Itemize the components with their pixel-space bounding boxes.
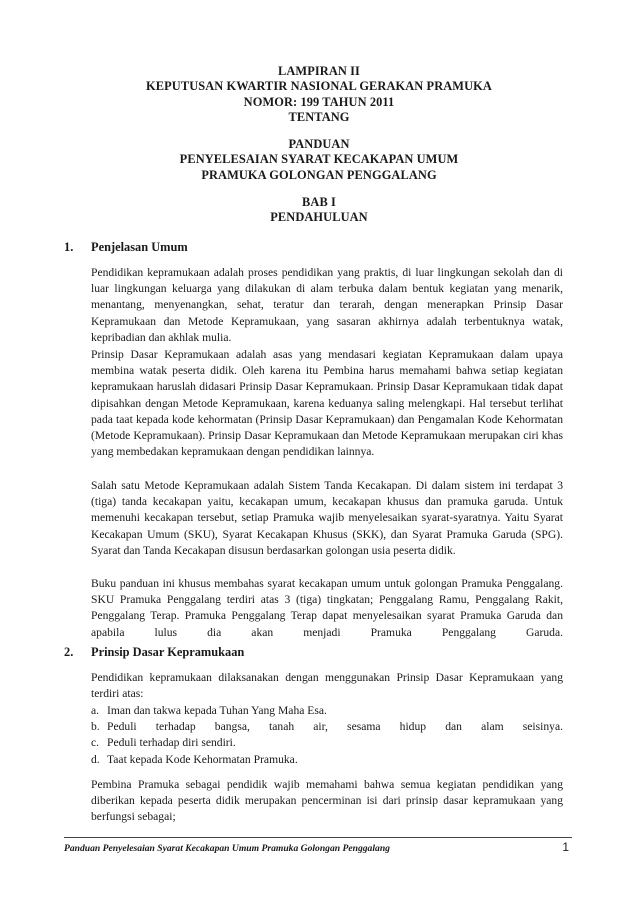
guide-title xyxy=(0,137,638,183)
decree-about: TENTANG xyxy=(288,110,350,125)
decree-number: NOMOR: 199 TAHUN 2011 xyxy=(243,94,395,109)
appendix-label: LAMPIRAN II xyxy=(278,64,360,78)
section-2-number: 2. xyxy=(64,645,74,659)
section-1-heading xyxy=(64,240,188,255)
appendix-header xyxy=(0,64,638,126)
section-1-paragraph-3: Salah satu Metode Kepramukaan adalah Sistem Tanda Kecakapan. Di dalam sistem ini terdapat 3 (tiga) tanda kecakapan yaitu, kecakapan umum, kecakapan khusus dan pramuka garuda. Untuk memenuhi kecakapan tersebut, setiap Pramuka wajib menyelesaikan syarat-syaratnya. Yaitu Syarat Kecakapan Umum (SKU), Syarat Kecakapan Khusus (SKK), dan Syarat Pramuka Garuda (SPG). Syarat dan Tanda Kecakapan disusun berdasarkan golongan usia peserta didik. xyxy=(91,479,563,557)
guide-title-line-3: PRAMUKA GOLONGAN PENGGALANG xyxy=(201,167,437,182)
list-item-text: Taat kepada Kode Kehormatan Pramuka. xyxy=(107,752,298,766)
list-item-label: b. xyxy=(91,720,100,734)
page-number: 1 xyxy=(562,840,569,854)
guide-title-line-1: PANDUAN xyxy=(288,137,350,151)
list-item xyxy=(91,703,563,719)
list-item xyxy=(91,735,563,751)
chapter-heading xyxy=(0,195,638,226)
list-item-label: a. xyxy=(91,704,100,717)
section-2-title: Prinsip Dasar Kepramukaan xyxy=(91,645,245,659)
principles-list xyxy=(91,703,563,768)
chapter-number: BAB I xyxy=(302,195,336,209)
section-1-title: Penjelasan Umum xyxy=(91,240,188,254)
section-1-paragraph-1: Pendidikan kepramukaan adalah proses pendidikan yang praktis, di luar lingkungan sekolah dan di luar lingkungan keluarga yang dilakukan di alam terbuka dalam bentuk kegiatan yang menarik, menantang, menyenangkan, sehat, teratur dan terarah, dengan menerapkan Prinsip Dasar Kepramukaan dan Metode Kepramukaan, yang sasaran akhirnya adalah terbentuknya watak, kepribadian dan akhlak mulia. xyxy=(91,266,563,344)
section-1-paragraph-4: Buku panduan ini khusus membahas syarat kecakapan umum untuk golongan Pramuka Penggalang. SKU Pramuka Penggalang terdiri atas 3 (tiga) tingkatan; Penggalang Ramu, Penggalang Rakit, Penggalang Terap. Pramuka Penggalang Terap dapat menyelesaikan syarat Pramuka Garuda dan apabila lulus dia akan menjadi Pramuka Penggalang Garuda. xyxy=(91,577,563,639)
list-item-text: Peduli terhadap diri sendiri. xyxy=(107,736,236,750)
section-2-heading xyxy=(64,645,244,660)
running-footer: Panduan Penyelesaian Syarat Kecakapan Umum Pramuka Golongan Penggalang xyxy=(64,843,390,854)
list-item-text: Iman dan takwa kepada Tuhan Yang Maha Esa. xyxy=(107,704,327,717)
decree-title: KEPUTUSAN KWARTIR NASIONAL GERAKAN PRAMUKA xyxy=(146,79,492,94)
list-item-label: c. xyxy=(91,736,100,750)
list-item xyxy=(91,752,563,768)
list-item xyxy=(91,719,563,735)
section-2-intro: Pendidikan kepramukaan dilaksanakan dengan menggunakan Prinsip Dasar Kepramukaan yang terdiri atas: xyxy=(91,671,563,701)
section-1-paragraph-2: Prinsip Dasar Kepramukaan adalah asas yang mendasari kegiatan Kepramukaan dalam upaya membina watak peserta didik. Oleh karena itu Pembina harus memahami bahwa setiap kegiatan kepramukaan haruslah didasari Prinsip Dasar Kepramukaan. Prinsip Dasar Kepramukaan tidak dapat dipisahkan dengan Metode Kepramukaan, karena keduanya saling melengkapi. Hal tersebut terlihat pada taat kepada kode kehormatan (Prinsip Dasar Kepramukaan) dan Pengamalan Kode Kehormatan (Metode Kepramukaan). Prinsip Dasar Kepramukaan dan Metode Kepramukaan merupakan ciri khas yang membedakan kepramukaan dengan pendidikan lainnya. xyxy=(91,348,563,459)
list-item-text: Peduli terhadap bangsa, tanah air, sesama hidup dan alam seisinya. xyxy=(107,720,563,734)
list-item-label: d. xyxy=(91,752,100,766)
section-1-number: 1. xyxy=(64,240,74,254)
section-2-closing: Pembina Pramuka sebagai pendidik wajib memahami bahwa semua kegiatan pendidikan yang diberikan kepada peserta didik merupakan pencerminan isi dari prinsip dasar kepramukaan yang berfungsi sebagai; xyxy=(91,778,563,824)
guide-title-line-2: PENYELESAIAN SYARAT KECAKAPAN UMUM xyxy=(179,152,459,167)
footer-divider xyxy=(64,837,572,838)
chapter-title: PENDAHULUAN xyxy=(270,210,368,225)
